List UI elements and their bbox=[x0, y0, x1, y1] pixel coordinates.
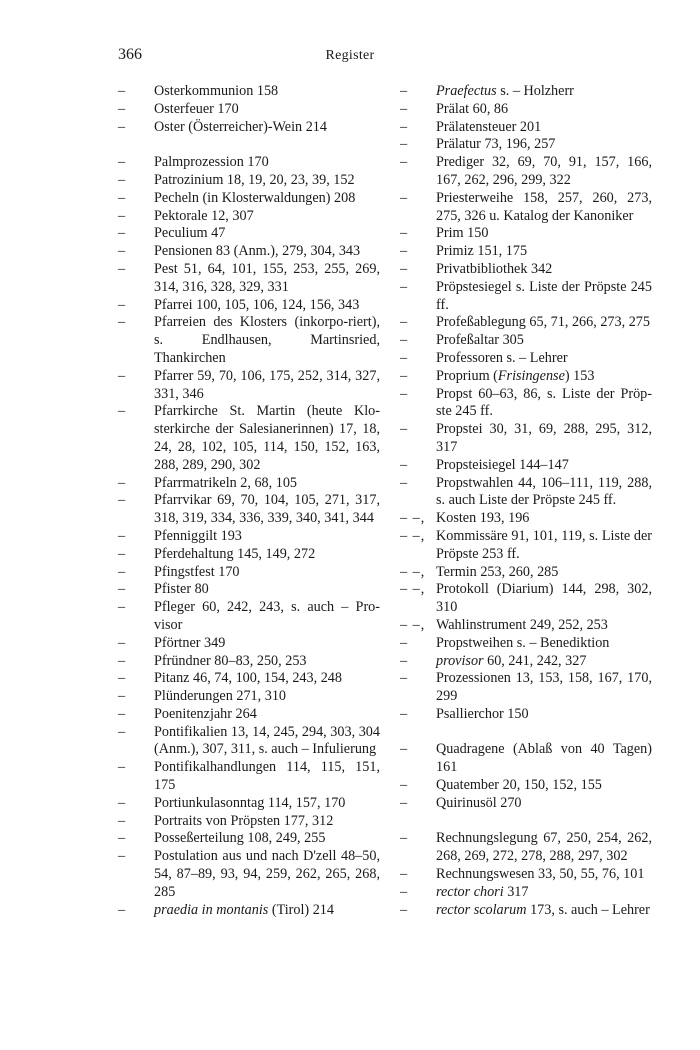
index-entry bbox=[400, 795, 652, 813]
index-entry bbox=[400, 243, 652, 261]
entry-dash: – bbox=[118, 830, 126, 847]
entry-text: Propsteisiegel 144–147 bbox=[436, 456, 569, 473]
entry-dash: – bbox=[118, 901, 126, 918]
entry-text: Propst 60–63, 86, s. Liste der Pröp-ste 245 ff. bbox=[436, 385, 652, 420]
entry-dash: – bbox=[118, 634, 126, 651]
index-entry bbox=[118, 101, 380, 119]
entry-text: Prälatensteuer 201 bbox=[436, 118, 542, 135]
index-entry bbox=[400, 136, 652, 154]
entry-dash: – bbox=[400, 332, 408, 349]
index-entry bbox=[400, 670, 652, 706]
entry-text: Portiunkulasonntag 114, 157, 170 bbox=[154, 794, 346, 811]
entry-text: Quadragene (Ablaß von 40 Tagen) 161 bbox=[436, 741, 652, 776]
entry-dash: – bbox=[118, 794, 126, 811]
entry-text: Pröpstesiegel s. Liste der Pröpste 245 ff. bbox=[436, 278, 652, 313]
entry-text: ) 153 bbox=[564, 367, 595, 384]
entry-text: Pfarrer 59, 70, 106, 175, 252, 314, 327, 331, 346 bbox=[154, 367, 380, 402]
entry-text: Portraits von Pröpsten 177, 312 bbox=[154, 812, 334, 829]
entry-text: Proprium ( bbox=[436, 367, 498, 384]
index-entry bbox=[400, 777, 652, 795]
entry-dash: – bbox=[118, 83, 126, 99]
entry-dash: – bbox=[118, 652, 126, 669]
entry-dash: – bbox=[400, 100, 408, 117]
entry-dash: – bbox=[118, 848, 126, 865]
index-entry bbox=[400, 653, 652, 671]
index-entry bbox=[118, 190, 380, 208]
entry-text: Pförtner 349 bbox=[154, 634, 226, 651]
entry-text: s. – Holzherr bbox=[496, 83, 574, 99]
entry-text: Profeßaltar 305 bbox=[436, 332, 524, 349]
entry-text: Propstwahlen 44, 106–111, 119, 288, s. auch Liste der Pröpste 245 ff. bbox=[436, 474, 652, 509]
entry-text: Pfarreien des Klosters (inkorpo-riert), s. Endlhausen, Martinsried, Thankirchen bbox=[154, 314, 380, 366]
entry-text: Palmprozession 170 bbox=[154, 154, 269, 171]
entry-dash: – bbox=[400, 421, 408, 438]
index-entry bbox=[118, 492, 380, 528]
index-entry bbox=[118, 759, 380, 795]
entry-text: Protokoll (Diarium) 144, 298, 302, 310 bbox=[436, 581, 652, 616]
index-entry bbox=[118, 475, 380, 493]
index-entry bbox=[118, 795, 380, 813]
entry-text: Priesterweihe 158, 257, 260, 273, 275, 326 u. Katalog der Kanoniker bbox=[436, 189, 652, 224]
entry-dash: – bbox=[400, 349, 408, 366]
entry-text: Primiz 151, 175 bbox=[436, 243, 528, 260]
index-entry bbox=[118, 830, 380, 848]
index-entry bbox=[400, 635, 652, 653]
entry-text: 60, 241, 242, 327 bbox=[483, 652, 587, 669]
entry-text: 173, s. auch – Lehrer bbox=[526, 901, 650, 918]
entry-dash: – bbox=[400, 385, 408, 402]
entry-dash: – bbox=[118, 563, 126, 580]
entry-dash: – bbox=[400, 83, 408, 99]
entry-dash: – bbox=[118, 492, 126, 509]
running-head: Register bbox=[325, 48, 375, 63]
index-entry bbox=[400, 510, 652, 528]
entry-dash: – bbox=[118, 759, 126, 776]
index-entry bbox=[400, 279, 652, 315]
entry-text: Pfarrkirche St. Martin (heute Klo-sterkirche der Salesianerinnen) 17, 18, 24, 28, 102, 105, 114, 150, 152, 163, 288, 289, 290, 302 bbox=[154, 403, 380, 473]
entry-dash: – bbox=[400, 794, 408, 811]
entry-dash: – –, bbox=[400, 510, 426, 527]
index-entry bbox=[118, 635, 380, 653]
index-entry bbox=[118, 599, 380, 635]
entry-dash: – bbox=[400, 830, 408, 847]
entry-text: Rechnungslegung 67, 250, 254, 262, 268, 269, 272, 278, 288, 297, 302 bbox=[436, 830, 652, 865]
entry-dash: – bbox=[118, 189, 126, 206]
entry-text: Kommissäre 91, 101, 119, s. Liste der Pröpste 253 ff. bbox=[436, 527, 652, 562]
index-entry bbox=[400, 741, 652, 777]
index-entry bbox=[118, 546, 380, 564]
entry-text: (Tirol) 214 bbox=[268, 901, 334, 918]
entry-text: Prälat 60, 86 bbox=[436, 100, 509, 117]
index-entry bbox=[118, 172, 380, 190]
entry-dash: – bbox=[400, 367, 408, 384]
entry-text: Profeßablegung 65, 71, 266, 273, 275 bbox=[436, 314, 650, 331]
entry-text: Postulation aus und nach D'zell 48–50, 54, 87–89, 93, 94, 259, 262, 265, 268, 285 bbox=[154, 848, 380, 900]
entry-dash: – –, bbox=[400, 527, 426, 544]
entry-dash: – –, bbox=[400, 581, 426, 598]
entry-text: Psallierchor 150 bbox=[436, 705, 529, 722]
entry-dash: – bbox=[400, 314, 408, 331]
index-entry bbox=[400, 332, 652, 350]
entry-dash: – bbox=[118, 314, 126, 331]
entry-text: Pfarrei 100, 105, 106, 124, 156, 343 bbox=[154, 296, 360, 313]
entry-text: Peculium 47 bbox=[154, 225, 226, 242]
entry-dash: – bbox=[400, 118, 408, 135]
entry-text: Prediger 32, 69, 70, 91, 157, 166, 167, 262, 296, 299, 322 bbox=[436, 154, 652, 188]
entry-dash: – bbox=[400, 634, 408, 651]
entry-italic-term: praedia in montanis bbox=[154, 901, 269, 918]
entry-dash: – bbox=[118, 527, 126, 544]
index-entry bbox=[400, 902, 652, 920]
index-entry bbox=[400, 457, 652, 475]
entry-text: Propstei 30, 31, 69, 288, 295, 312, 317 bbox=[436, 421, 652, 455]
index-entry bbox=[118, 368, 380, 404]
entry-text: Prozessionen 13, 153, 158, 167, 170, 299 bbox=[436, 670, 652, 705]
index-entry bbox=[118, 688, 380, 706]
entry-dash: – bbox=[118, 474, 126, 491]
index-entry bbox=[118, 653, 380, 671]
entry-text: Pfleger 60, 242, 243, s. auch – Pro-visor bbox=[154, 599, 380, 633]
entry-text: Oster (Österreicher)-Wein 214 bbox=[154, 118, 327, 135]
entry-text: Termin 253, 260, 285 bbox=[436, 563, 559, 580]
index-entry bbox=[400, 368, 652, 386]
entry-dash: – bbox=[400, 883, 408, 900]
entry-text: Pensionen 83 (Anm.), 279, 304, 343 bbox=[154, 243, 361, 260]
entry-italic-term: provisor bbox=[436, 652, 484, 669]
index-entry bbox=[400, 830, 652, 866]
index-entry bbox=[400, 261, 652, 279]
entry-text: Rechnungswesen 33, 50, 55, 76, 101 bbox=[436, 866, 645, 883]
entry-dash: – –, bbox=[400, 563, 426, 580]
entry-text: Pitanz 46, 74, 100, 154, 243, 248 bbox=[154, 670, 342, 687]
entry-text: Pecheln (in Klosterwaldungen) 208 bbox=[154, 189, 356, 206]
entry-text: Posseßerteilung 108, 249, 255 bbox=[154, 830, 326, 847]
entry-dash: – bbox=[400, 866, 408, 883]
entry-dash: – bbox=[118, 705, 126, 722]
entry-italic-term: rector chori bbox=[436, 883, 504, 900]
index-entry bbox=[400, 119, 652, 137]
index-entry bbox=[118, 83, 380, 101]
entry-text: Plünderungen 271, 310 bbox=[154, 688, 287, 705]
index-entry bbox=[400, 421, 652, 457]
entry-dash: – bbox=[400, 154, 408, 171]
entry-text: Quatember 20, 150, 152, 155 bbox=[436, 777, 602, 794]
index-column-right bbox=[400, 83, 652, 919]
index-entry bbox=[118, 848, 380, 901]
entry-text: Osterkommunion 158 bbox=[154, 83, 279, 99]
entry-text: Patrozinium 18, 19, 20, 23, 39, 152 bbox=[154, 171, 355, 188]
entry-dash: – bbox=[118, 688, 126, 705]
entry-text: Pferdehaltung 145, 149, 272 bbox=[154, 545, 316, 562]
entry-italic-term: rector scolarum bbox=[436, 901, 527, 918]
index-entry bbox=[400, 83, 652, 101]
index-entry bbox=[118, 706, 380, 724]
entry-dash: – bbox=[118, 581, 126, 598]
entry-dash: – bbox=[400, 901, 408, 918]
entry-dash: – bbox=[118, 723, 126, 740]
entry-text: Pontifikalhandlungen 114, 115, 151, 175 bbox=[154, 759, 380, 794]
entry-dash: – bbox=[118, 243, 126, 260]
index-entry bbox=[400, 564, 652, 582]
entry-text: Pest 51, 64, 101, 155, 253, 255, 269, 314, 316, 328, 329, 331 bbox=[154, 260, 380, 295]
index-entry bbox=[400, 386, 652, 422]
index-entry bbox=[118, 724, 380, 760]
entry-dash: – bbox=[400, 189, 408, 206]
entry-text: Pfister 80 bbox=[154, 581, 209, 598]
entry-text: Prim 150 bbox=[436, 225, 489, 242]
index-entry bbox=[400, 350, 652, 368]
index-entry bbox=[400, 617, 652, 635]
index-entry bbox=[118, 261, 380, 297]
entry-italic-term: Frisingense bbox=[497, 367, 565, 384]
index-entry bbox=[400, 884, 652, 902]
entry-dash: – bbox=[400, 225, 408, 242]
index-entry bbox=[400, 475, 652, 511]
entry-dash: – bbox=[400, 136, 408, 153]
entry-text: Kosten 193, 196 bbox=[436, 510, 530, 527]
index-entry bbox=[400, 314, 652, 332]
index-entry bbox=[118, 314, 380, 367]
entry-dash: – bbox=[400, 741, 408, 758]
entry-dash: – bbox=[118, 100, 126, 117]
entry-dash: – bbox=[400, 243, 408, 260]
entry-dash: – bbox=[118, 812, 126, 829]
entry-dash: – bbox=[400, 652, 408, 669]
entry-text: Pontifikalien 13, 14, 245, 294, 303, 304 (Anm.), 307, 311, s. auch – Infulierung bbox=[154, 723, 380, 758]
entry-dash: – bbox=[118, 118, 126, 135]
entry-text: Quirinusöl 270 bbox=[436, 794, 522, 811]
index-entry bbox=[118, 564, 380, 582]
entry-dash: – bbox=[400, 670, 408, 687]
entry-text: Wahlinstrument 249, 252, 253 bbox=[436, 616, 608, 633]
entry-text: 317 bbox=[503, 883, 529, 900]
entry-text: Prälatur 73, 196, 257 bbox=[436, 136, 556, 153]
entry-dash: – bbox=[400, 260, 408, 277]
entry-dash: – bbox=[118, 367, 126, 384]
entry-dash: – bbox=[400, 474, 408, 491]
index-entry bbox=[400, 706, 652, 724]
entry-text: Poenitenzjahr 264 bbox=[154, 705, 257, 722]
entry-dash: – bbox=[400, 777, 408, 794]
index-entry bbox=[118, 297, 380, 315]
index-entry bbox=[118, 119, 380, 137]
entry-text: Pfarrvikar 69, 70, 104, 105, 271, 317, 318, 319, 334, 336, 339, 340, 341, 344 bbox=[154, 492, 380, 527]
entry-text: Osterfeuer 170 bbox=[154, 100, 239, 117]
entry-dash: – bbox=[400, 705, 408, 722]
index-entry bbox=[400, 101, 652, 119]
entry-dash: – bbox=[118, 403, 126, 420]
entry-dash: – bbox=[400, 456, 408, 473]
entry-text: Pektorale 12, 307 bbox=[154, 207, 254, 224]
entry-dash: – bbox=[118, 207, 126, 224]
index-entry bbox=[118, 154, 380, 172]
index-entry bbox=[400, 866, 652, 884]
entry-text: Propstweihen s. – Benediktion bbox=[436, 634, 610, 651]
entry-dash: – bbox=[118, 225, 126, 242]
entry-dash: – bbox=[118, 260, 126, 277]
entry-text: Pfarrmatrikeln 2, 68, 105 bbox=[154, 474, 298, 491]
entry-dash: – bbox=[118, 171, 126, 188]
index-entry bbox=[118, 581, 380, 599]
index-entry bbox=[118, 243, 380, 261]
index-entry bbox=[400, 225, 652, 243]
index-entry bbox=[400, 154, 652, 190]
entry-dash: – bbox=[118, 670, 126, 687]
index-entry bbox=[118, 813, 380, 831]
entry-text: Pfründner 80–83, 250, 253 bbox=[154, 652, 307, 669]
entry-dash: – –, bbox=[400, 616, 426, 633]
entry-dash: – bbox=[400, 278, 408, 295]
index-entry bbox=[118, 670, 380, 688]
entry-dash: – bbox=[118, 154, 126, 171]
index-entry bbox=[118, 528, 380, 546]
index-entry bbox=[118, 403, 380, 474]
index-entry bbox=[118, 208, 380, 226]
entry-dash: – bbox=[118, 599, 126, 616]
index-entry bbox=[118, 225, 380, 243]
entry-text: Privatbibliothek 342 bbox=[436, 260, 553, 277]
index-entry bbox=[400, 581, 652, 617]
index-column-left bbox=[118, 83, 380, 919]
entry-dash: – bbox=[118, 545, 126, 562]
entry-text: Pfingstfest 170 bbox=[154, 563, 240, 580]
index-entry bbox=[400, 528, 652, 564]
index-entry bbox=[118, 902, 380, 920]
entry-italic-term: Praefectus bbox=[436, 83, 497, 99]
entry-text: Professoren s. – Lehrer bbox=[436, 349, 568, 366]
index-entry bbox=[400, 190, 652, 226]
page-number: 366 bbox=[118, 46, 142, 63]
entry-text: Pfenniggilt 193 bbox=[154, 527, 242, 544]
entry-dash: – bbox=[118, 296, 126, 313]
